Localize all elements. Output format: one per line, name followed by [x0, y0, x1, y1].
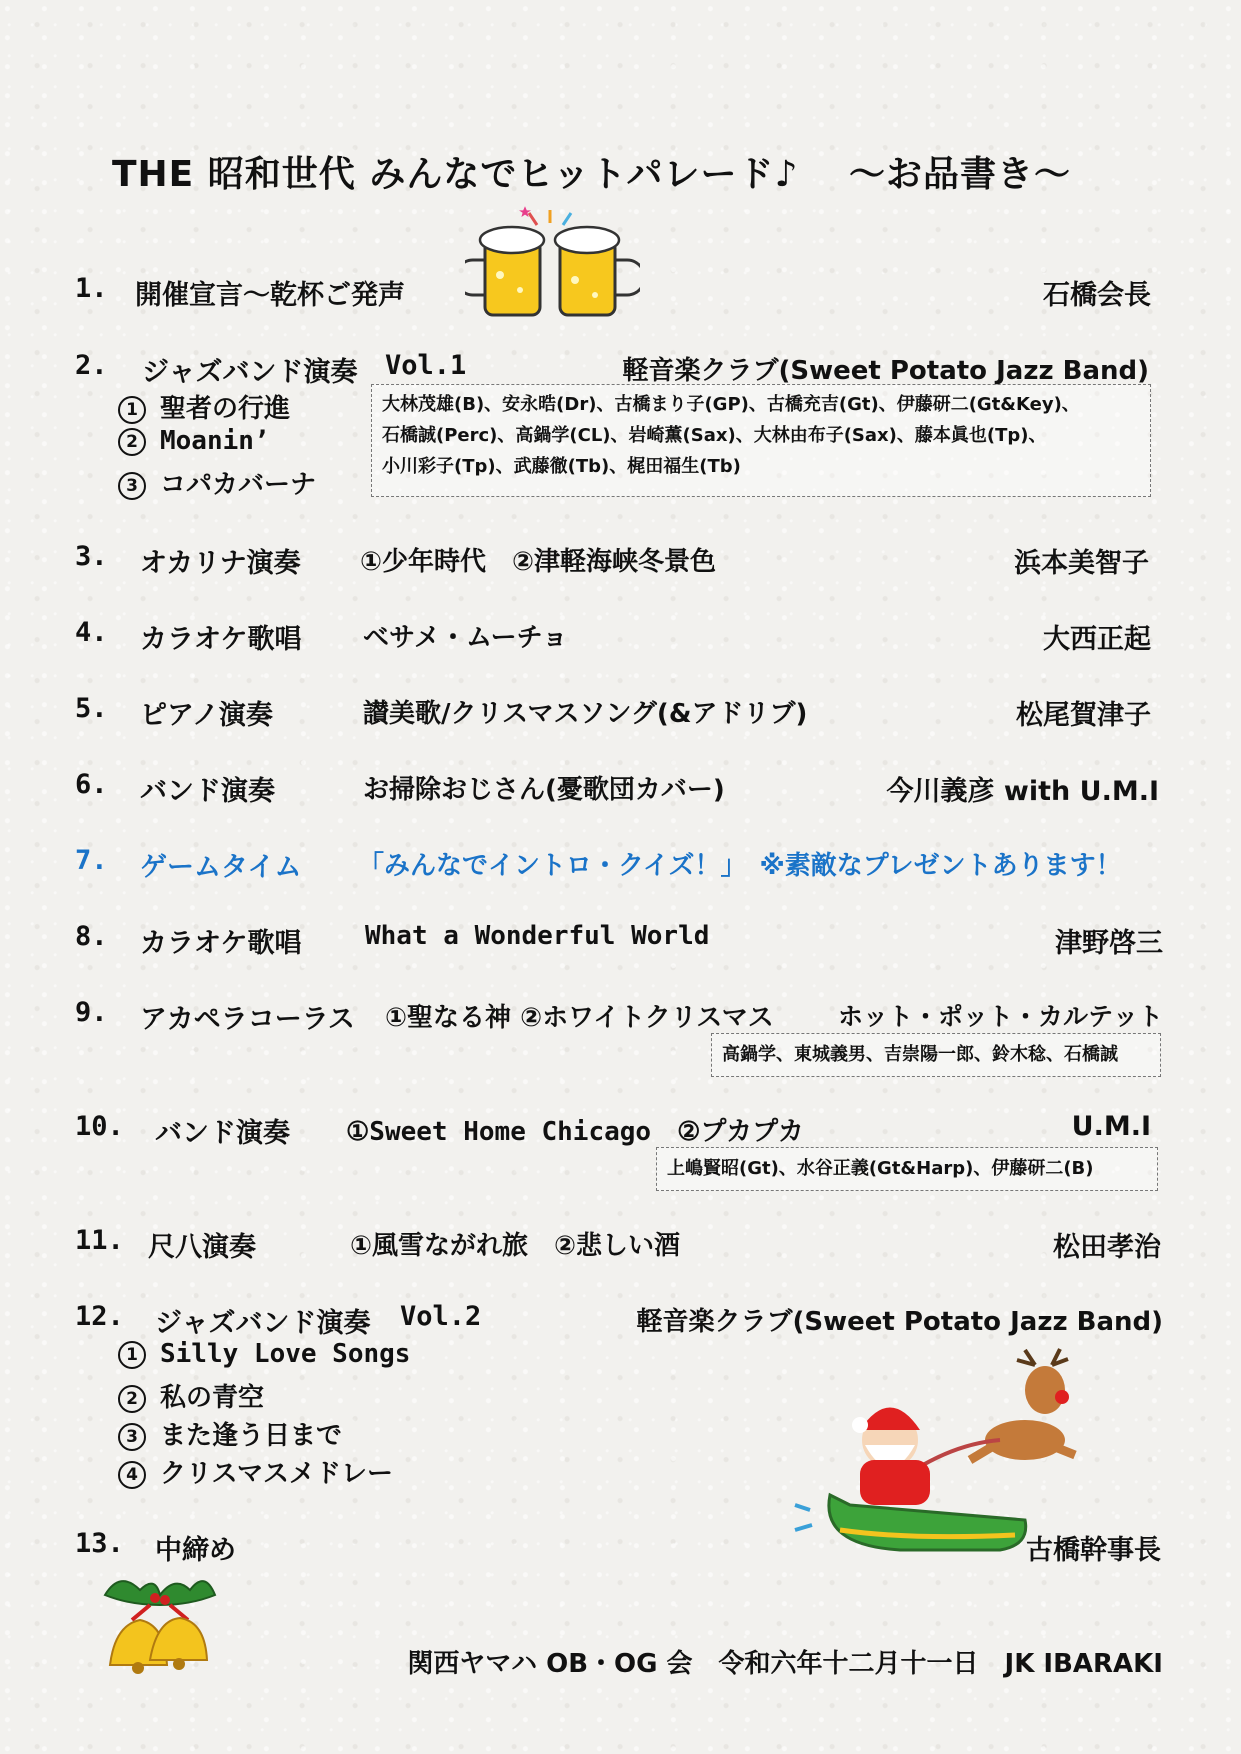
item-songs: ①Sweet Home Chicago ②プカプカ: [346, 1117, 804, 1147]
item-performer: 津野啓三: [1055, 928, 1163, 959]
item-songs: ベサメ・ムーチョ: [363, 623, 568, 653]
item-label: バンド演奏: [155, 1118, 290, 1149]
item-number: 5.: [75, 693, 108, 724]
item-songs: 讃美歌/クリスマスソング(&アドリブ): [363, 699, 808, 729]
item-number: 7.: [75, 845, 108, 876]
members-box: [371, 384, 1151, 497]
christmas-bells-icon: [95, 1570, 225, 1680]
song-item: 1 Silly Love Songs: [118, 1339, 410, 1369]
item-performer: U.M.I: [1071, 1111, 1151, 1142]
circled-number: 3: [118, 472, 146, 500]
item-label: 中締め: [155, 1535, 236, 1566]
item-songs: ①少年時代 ②津軽海峡冬景色: [360, 547, 717, 577]
item-label: 尺八演奏: [148, 1232, 256, 1263]
item-songs: What a Wonderful World: [365, 921, 710, 951]
item-performer: 石橋会長: [1043, 280, 1151, 311]
item-number: 10.: [75, 1111, 124, 1142]
item-songs: お掃除おじさん(憂歌団カバー): [363, 775, 725, 805]
item-number: 13.: [75, 1528, 124, 1559]
circled-number: 1: [118, 1341, 146, 1369]
item-vol: Vol.2: [400, 1301, 482, 1332]
item-performer: 今川義彦 with U.M.I: [886, 776, 1159, 807]
item-performer: ホット・ポット・カルテット: [837, 1002, 1163, 1031]
item-label: ゲームタイム: [140, 852, 302, 883]
item-performer: 大西正起: [1043, 624, 1151, 655]
item-performer: 軽音楽クラブ(Sweet Potato Jazz Band): [622, 356, 1149, 386]
member-line: 上嶋賢昭(Gt)、水谷正義(Gt&Harp)、伊藤研二(B): [667, 1158, 1094, 1179]
item-label: ピアノ演奏: [140, 700, 273, 731]
item-songs: ①聖なる神 ②ホワイトクリスマス: [385, 1003, 774, 1033]
member-line: 石橋誠(Perc)、高鍋学(CL)、岩崎薫(Sax)、大林由布子(Sax)、藤本眞也(Tp)、: [382, 425, 1047, 446]
beer-mugs-icon: [465, 205, 640, 325]
item-label: 開催宣言～乾杯ご発声: [135, 280, 405, 311]
item-performer: 古橋幹事長: [1026, 1535, 1161, 1566]
circled-number: 2: [118, 428, 146, 456]
circled-number: 2: [118, 1385, 146, 1413]
item-number: 12.: [75, 1301, 124, 1332]
item-label: カラオケ歌唱: [140, 624, 302, 655]
song-item: 2 Moanin’: [118, 426, 270, 456]
member-line: 大林茂雄(B)、安永晧(Dr)、古橋まり子(GP)、古橋充吉(Gt)、伊藤研二(Gt&Key)、: [382, 394, 1080, 415]
item-performer: 松尾賀津子: [1016, 700, 1151, 731]
item-label: ジャズバンド演奏: [155, 1308, 371, 1339]
members-box: [711, 1033, 1161, 1077]
item-performer: 松田孝治: [1053, 1232, 1161, 1263]
circled-number: 1: [118, 396, 146, 424]
item-number: 3.: [75, 541, 108, 572]
item-vol: Vol.1: [385, 350, 467, 381]
song-item: 3 コパカバーナ: [118, 464, 316, 501]
footer-credit: 関西ヤマハ OB・OG 会 令和六年十二月十一日 JK IBARAKI: [407, 1649, 1163, 1679]
item-label: オカリナ演奏: [140, 548, 301, 579]
members-box: [656, 1147, 1158, 1191]
item-performer: 浜本美智子: [1014, 548, 1149, 579]
item-number: 8.: [75, 921, 108, 952]
item-label: アカペラコーラス: [140, 1004, 355, 1035]
circled-number: 3: [118, 1423, 146, 1451]
item-number: 6.: [75, 769, 108, 800]
item-songs: 「みんなでイントロ・クイズ！」 ※素敵なプレゼントあります！: [358, 851, 1122, 881]
member-line: 小川彩子(Tp)、武藤徹(Tb)、梶田福生(Tb): [382, 456, 741, 477]
item-number: 1.: [75, 273, 108, 304]
item-label: カラオケ歌唱: [140, 928, 302, 959]
item-performer: 軽音楽クラブ(Sweet Potato Jazz Band): [636, 1307, 1163, 1337]
item-label: ジャズバンド演奏: [142, 357, 358, 388]
item-number: 4.: [75, 617, 108, 648]
song-item: 4 クリスマスメドレー: [118, 1453, 393, 1490]
song-item: 3 また逢う日まで: [118, 1415, 342, 1452]
item-label: バンド演奏: [140, 776, 275, 807]
song-item: 1 聖者の行進: [118, 388, 290, 425]
song-item: 2 私の青空: [118, 1377, 264, 1414]
item-number: 2.: [75, 350, 108, 381]
circled-number: 4: [118, 1461, 146, 1489]
item-number: 9.: [75, 997, 108, 1028]
page-title: THE 昭和世代 みんなでヒットパレード♪ ～お品書き～: [112, 154, 1072, 195]
member-line: 高鍋学、東城義男、吉崇陽一郎、鈴木稔、石橋誠: [722, 1044, 1118, 1065]
item-songs: ①風雪ながれ旅 ②悲しい酒: [350, 1231, 681, 1261]
item-number: 11.: [75, 1225, 124, 1256]
